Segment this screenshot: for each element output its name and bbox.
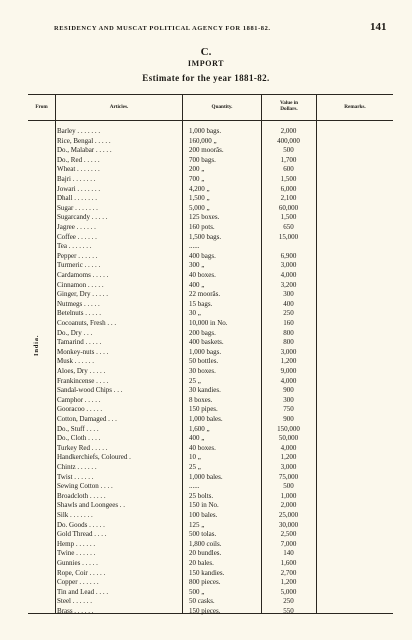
section-title: IMPORT	[187, 59, 225, 68]
row-quantity: 22 moorâs.	[189, 290, 221, 299]
table-row	[28, 405, 393, 415]
row-quantity: 160,000 „	[189, 136, 217, 145]
row-article: Wheat . . . . . . .	[57, 165, 100, 174]
row-quantity: 10,000 in No.	[189, 319, 228, 327]
row-value: 140	[283, 549, 294, 558]
row-quantity: 700 bags.	[189, 155, 216, 164]
table-row	[28, 271, 393, 281]
row-article: Barley . . . . . . .	[57, 127, 101, 135]
table-row	[28, 242, 393, 252]
row-value: 250	[283, 309, 294, 318]
from-place-label: India.	[33, 334, 40, 356]
table-row	[28, 434, 393, 444]
row-value: 1,200	[280, 453, 297, 462]
header-articles: Articles.	[109, 104, 129, 110]
row-quantity: 700 „	[189, 175, 205, 183]
table-row	[28, 309, 393, 319]
row-value: 900	[283, 386, 294, 395]
row-quantity: 125 „	[189, 520, 205, 529]
table-row	[28, 492, 393, 502]
table-top-rule	[28, 94, 393, 95]
row-value: 1,600	[280, 559, 297, 567]
table-row	[28, 338, 393, 348]
row-quantity: 4,200 „	[189, 184, 210, 193]
row-value: 1,200	[280, 578, 297, 587]
table-row	[28, 463, 393, 473]
header-value: Value in Dollars.	[279, 100, 299, 112]
table-row	[28, 290, 393, 300]
row-article: Nutmegs . . . . .	[57, 299, 100, 308]
header-from: From	[35, 104, 48, 110]
row-article: Steel . . . . . .	[57, 597, 92, 606]
row-quantity: ......	[189, 482, 200, 491]
row-quantity: 125 boxes.	[189, 213, 220, 222]
row-article: Tamarind . . . . .	[57, 338, 102, 347]
table-row	[28, 348, 393, 358]
row-article: Gunnies . . . . .	[57, 559, 98, 567]
row-quantity: 1,000 bags.	[189, 127, 222, 135]
row-value: 160	[283, 319, 294, 327]
row-article: Aloes, Dry . . . . .	[57, 367, 106, 375]
table-row	[28, 146, 393, 156]
row-value: 2,500	[280, 530, 297, 539]
section-letter: C.	[200, 46, 212, 58]
row-value: 1,500	[280, 213, 297, 222]
row-article: Do. Goods . . . . .	[57, 520, 105, 529]
row-article: Rope, Coir . . . . .	[57, 568, 106, 577]
row-value: 50,000	[278, 434, 299, 443]
table-row	[28, 453, 393, 463]
row-quantity: 150 in No.	[189, 501, 219, 510]
row-article: Monkey-nuts . . . .	[57, 347, 109, 356]
row-article: Do., Cloth . . . .	[57, 434, 101, 443]
row-quantity: 15 bags.	[189, 299, 213, 308]
row-article: Cinnamon . . . . .	[57, 280, 104, 289]
row-article: Copper . . . . . .	[57, 578, 99, 587]
row-quantity: 40 boxes.	[189, 271, 216, 279]
row-article: Broadcloth . . . . .	[57, 491, 106, 500]
row-article: Chintz . . . . . .	[57, 463, 97, 471]
row-value: 2,100	[280, 194, 297, 203]
row-article: Brass . . . . . .	[57, 607, 94, 615]
row-article: Frankincense . . . .	[57, 376, 109, 385]
table-row	[28, 223, 393, 233]
row-quantity: 160 pots.	[189, 223, 215, 231]
row-value: 1,500	[280, 175, 297, 183]
row-quantity: 1,000 bags.	[189, 347, 222, 356]
table-row	[28, 425, 393, 435]
row-value: 6,000	[280, 184, 297, 193]
row-value: 500	[283, 482, 294, 491]
row-value: 400	[283, 299, 294, 308]
table-row	[28, 415, 393, 425]
row-quantity: 1,000 bales.	[189, 472, 223, 481]
table-row	[28, 175, 393, 185]
row-value: 60,000	[278, 203, 299, 212]
table-row	[28, 137, 393, 147]
row-value: 3,000	[280, 463, 297, 471]
row-quantity: 400 bags.	[189, 251, 216, 260]
row-quantity: 1,500 „	[189, 194, 210, 203]
row-value: 500	[283, 146, 294, 155]
row-quantity: 30 kandies.	[189, 386, 221, 395]
row-article: Jagree . . . . . .	[57, 223, 96, 231]
table-row	[28, 501, 393, 511]
table-row	[28, 588, 393, 598]
table-row	[28, 530, 393, 540]
row-value: 750	[283, 405, 294, 414]
estimate-title: Estimate for the year 1881-82.	[142, 73, 270, 83]
row-quantity: 200 „	[189, 165, 205, 174]
row-quantity: 200 bags.	[189, 328, 216, 337]
row-article: Gooracoo . . . . .	[57, 405, 103, 414]
row-quantity: 150 pieces.	[189, 607, 221, 615]
row-article: Musk . . . . . .	[57, 357, 94, 366]
import-table	[28, 94, 393, 614]
row-article: Do., Malabar . . . . .	[57, 146, 112, 155]
row-quantity: 400 „	[189, 434, 205, 443]
row-value: 25,000	[278, 511, 299, 519]
row-value: 7,000	[280, 539, 297, 548]
row-value: 800	[283, 328, 294, 337]
row-article: Turmeric . . . . .	[57, 261, 101, 270]
row-article: Sewing Cotton . . . .	[57, 482, 113, 491]
table-row	[28, 233, 393, 243]
table-row	[28, 329, 393, 339]
row-article: Tea . . . . . . .	[57, 242, 92, 251]
row-quantity: 500 tolas.	[189, 530, 217, 539]
row-quantity: 400 „	[189, 280, 205, 289]
row-article: Jowari . . . . . . .	[57, 184, 101, 193]
row-article: Do., Red . . . . .	[57, 155, 100, 164]
row-quantity: ......	[189, 242, 200, 251]
row-quantity: 1,600 „	[189, 424, 210, 433]
row-value: 150,000	[277, 424, 300, 433]
row-article: Camphor . . . . .	[57, 395, 101, 404]
row-article: Dhall . . . . . . .	[57, 194, 98, 203]
table-row	[28, 204, 393, 214]
row-value: 2,700	[280, 568, 297, 577]
row-article: Betelnuts . . . . .	[57, 309, 101, 318]
row-article: Sandal-wood Chips . . .	[57, 386, 123, 395]
row-quantity: 25 „	[189, 376, 201, 385]
row-quantity: 400 baskets.	[189, 338, 224, 347]
row-quantity: 150 kandies.	[189, 568, 225, 577]
table-row	[28, 559, 393, 569]
table-row	[28, 578, 393, 588]
row-article: Rice, Bengal . . . . .	[57, 136, 111, 145]
row-value: 75,000	[278, 472, 299, 481]
page-number: 141	[370, 21, 387, 33]
row-quantity: 200 moorâs.	[189, 146, 224, 155]
row-quantity: 50 bottles.	[189, 357, 219, 366]
table-row	[28, 261, 393, 271]
row-value: 600	[283, 165, 294, 174]
running-head: RESIDENCY AND MUSCAT POLITICAL AGENCY FOR 1881-82.	[54, 25, 271, 32]
table-row	[28, 482, 393, 492]
table-row	[28, 597, 393, 607]
row-value: 4,000	[280, 271, 297, 279]
row-value: 1,700	[280, 155, 297, 164]
row-article: Cotton, Damaged . . .	[57, 415, 117, 423]
row-article: Hemp . . . . . .	[57, 539, 96, 548]
row-value: 1,200	[280, 357, 297, 366]
row-article: Cardamoms . . . . .	[57, 271, 109, 279]
row-quantity: 8 boxes.	[189, 395, 213, 404]
row-value: 250	[283, 597, 294, 606]
row-article: Twist . . . . . .	[57, 472, 94, 481]
row-article: Silk . . . . . . .	[57, 511, 93, 519]
row-quantity: 20 bundles.	[189, 549, 222, 558]
table-row	[28, 127, 393, 137]
row-article: Bajri . . . . . . .	[57, 175, 96, 183]
table-row	[28, 377, 393, 387]
row-value: 5,000	[280, 587, 297, 596]
header-remarks: Remarks.	[344, 104, 366, 110]
row-value: 800	[283, 338, 294, 347]
header-bottom-rule	[28, 120, 393, 121]
row-quantity: 100 bales.	[189, 511, 218, 519]
row-quantity: 1,000 bales.	[189, 415, 223, 423]
row-article: Do., Dry . . .	[57, 328, 93, 337]
row-value: 15,000	[278, 232, 299, 241]
row-value: 300	[283, 395, 294, 404]
row-value: 300	[283, 290, 294, 299]
table-row	[28, 213, 393, 223]
row-article: Ginger, Dry . . . . .	[57, 290, 109, 299]
row-value: 30,000	[278, 520, 299, 529]
row-article: Sugarcandy . . . . .	[57, 213, 108, 222]
row-article: Pepper . . . . . .	[57, 251, 98, 260]
row-article: Handkerchiefs, Coloured .	[57, 453, 131, 462]
row-value: 3,000	[280, 347, 297, 356]
row-value: 2,000	[280, 501, 297, 510]
row-quantity: 500 „	[189, 587, 205, 596]
row-quantity: 800 pieces.	[189, 578, 221, 587]
table-row	[28, 540, 393, 550]
row-value: 4,000	[280, 376, 297, 385]
row-quantity: 150 pipes.	[189, 405, 218, 414]
row-quantity: 1,800 coils.	[189, 539, 222, 548]
row-article: Gold Thread . . . .	[57, 530, 107, 539]
row-article: Do., Stuff . . . .	[57, 424, 99, 433]
table-row	[28, 300, 393, 310]
row-value: 3,200	[280, 280, 297, 289]
table-row	[28, 511, 393, 521]
row-quantity: 25 „	[189, 463, 201, 471]
row-article: Turkey Red . . . . .	[57, 443, 108, 452]
table-row	[28, 367, 393, 377]
row-value: 6,900	[280, 251, 297, 260]
row-value: 3,000	[280, 261, 297, 270]
row-value: 2,000	[280, 127, 297, 135]
table-row	[28, 607, 393, 617]
row-quantity: 20 bales.	[189, 559, 214, 567]
row-article: Shawls and Loongees . .	[57, 501, 126, 510]
row-value: 4,000	[280, 443, 297, 452]
table-row	[28, 444, 393, 454]
row-article: Coffee . . . . . .	[57, 232, 97, 241]
table-row	[28, 165, 393, 175]
row-article: Tin and Lead . . . .	[57, 587, 109, 596]
row-quantity: 1,500 bags.	[189, 232, 222, 241]
table-row	[28, 473, 393, 483]
table-row	[28, 319, 393, 329]
row-quantity: 10 „	[189, 453, 201, 462]
row-article: Cocoanuts, Fresh . . .	[57, 319, 117, 327]
table-row	[28, 357, 393, 367]
row-value: 9,000	[280, 367, 297, 375]
row-value: 550	[283, 607, 294, 615]
table-row	[28, 549, 393, 559]
row-value: 1,000	[280, 491, 297, 500]
table-row	[28, 521, 393, 531]
table-row	[28, 396, 393, 406]
row-quantity: 40 boxes.	[189, 443, 216, 452]
table-row	[28, 386, 393, 396]
table-row	[28, 281, 393, 291]
row-value: 900	[283, 415, 294, 423]
table-row	[28, 194, 393, 204]
row-quantity: 300 „	[189, 261, 205, 270]
header-quantity: Quantity.	[211, 104, 233, 110]
row-value: 650	[283, 223, 294, 231]
row-value: 400,000	[277, 136, 300, 145]
table-row	[28, 185, 393, 195]
table-row	[28, 156, 393, 166]
row-quantity: 25 bolts.	[189, 491, 214, 500]
row-quantity: 50 casks.	[189, 597, 215, 606]
row-quantity: 30 boxes.	[189, 367, 216, 375]
row-quantity: 30 „	[189, 309, 201, 318]
row-article: Sugar . . . . . . .	[57, 203, 98, 212]
row-quantity: 5,000 „	[189, 203, 210, 212]
row-article: Twine . . . . . .	[57, 549, 96, 558]
table-row	[28, 569, 393, 579]
table-row	[28, 252, 393, 262]
